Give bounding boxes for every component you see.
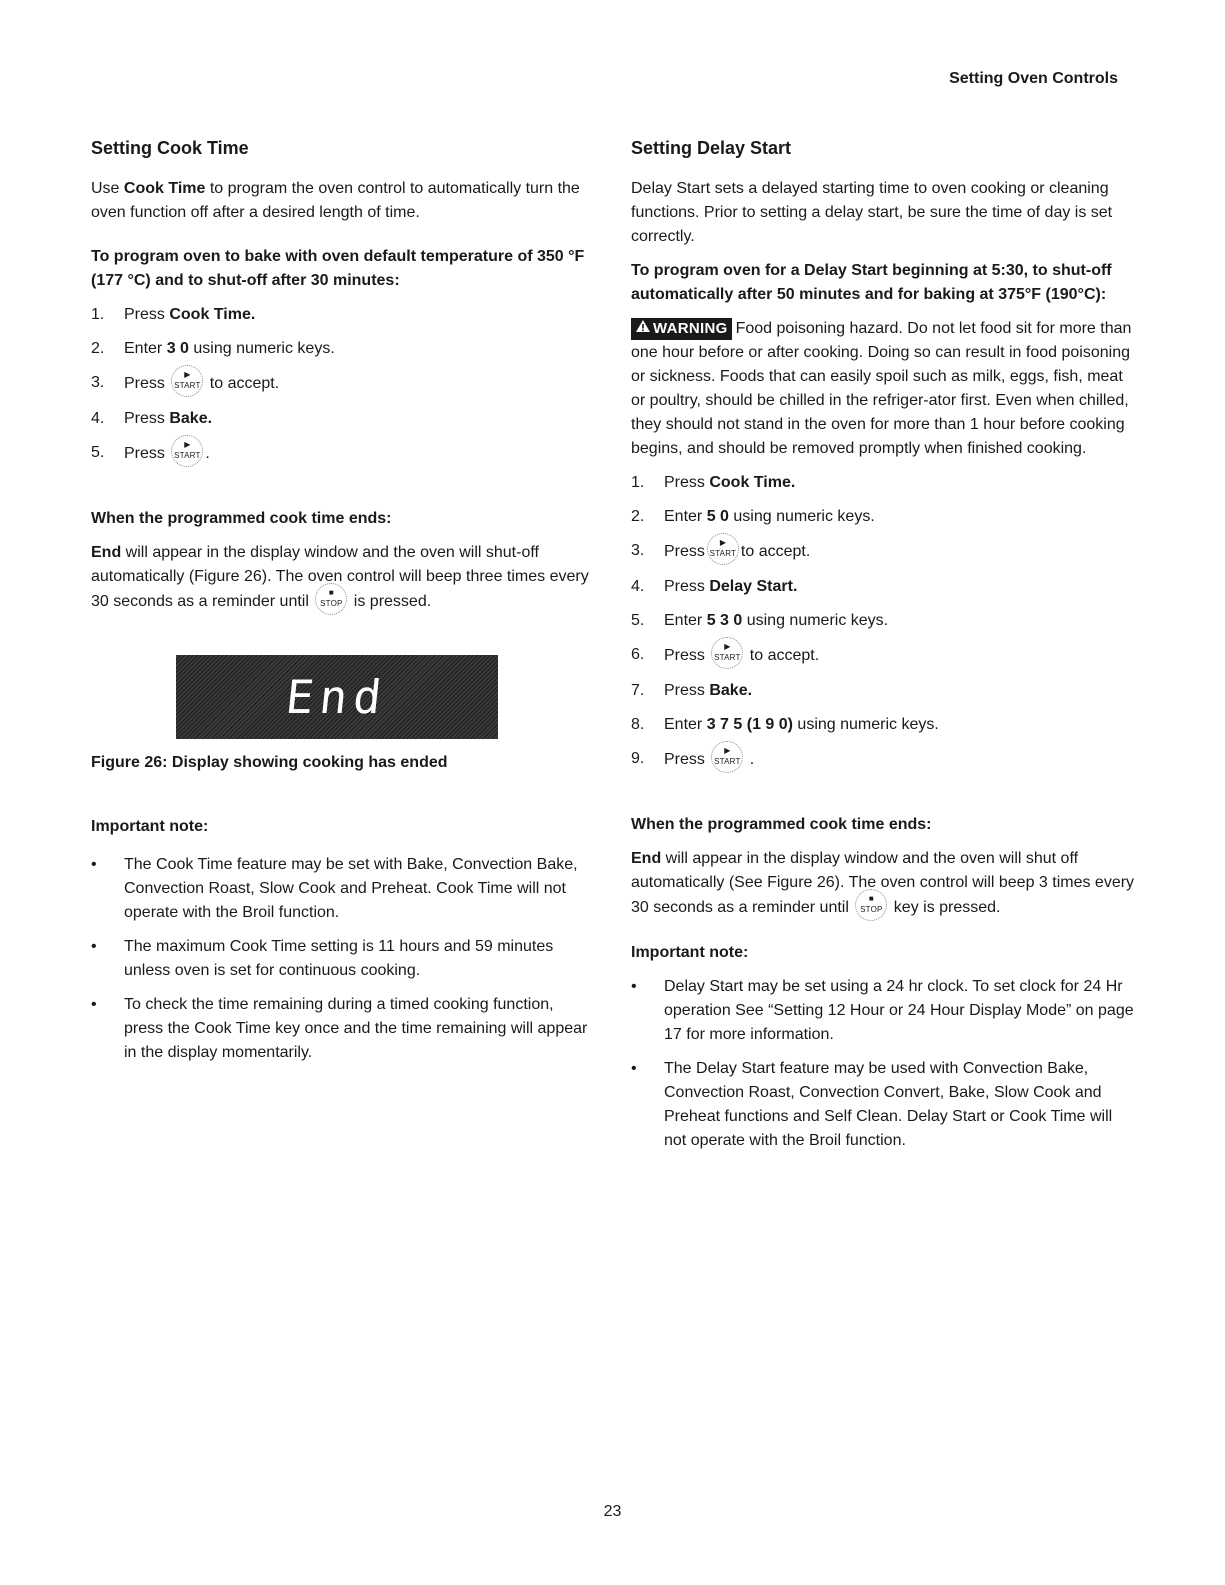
cook-time-steps: [91, 303, 591, 467]
delay-start-intro: Delay Start sets a delayed starting time to oven cooking or cleaning functions. Prior to setting a delay start, be sure the time of day is set correctly.: [631, 180, 1113, 245]
list-item: 1. Press Cook Time.: [91, 306, 256, 323]
cook-time-note-title: Important note:: [91, 818, 209, 835]
stop-button-icon: ■ STOP: [315, 583, 347, 615]
list-item: • To check the time remaining during a timed cooking function, press the Cook Time key once and the time remaining will appear in the display momentarily.: [91, 996, 588, 1061]
delay-start-heading: Setting Delay Start: [631, 138, 792, 158]
cook-time-intro: Use Cook Time to program the oven control to automatically turn the oven function off after a desired length of time.: [91, 180, 580, 221]
list-item: 3. Press ▶ START to accept.: [631, 539, 1136, 565]
display-readout: End: [283, 670, 391, 724]
list-item: 3. Press ▶ START to accept.: [91, 371, 591, 397]
page-number: 23: [603, 1503, 622, 1520]
cook-time-heading: Setting Cook Time: [91, 138, 249, 158]
left-column: [91, 138, 591, 1065]
delay-start-steps: [631, 471, 1136, 773]
delay-start-ends-title: When the programmed cook time ends:: [631, 816, 932, 833]
cook-time-ends-title: When the programmed cook time ends:: [91, 510, 392, 527]
cook-time-ends-text: End will appear in the display window and the oven will shut-off automatically (Figure 26). The oven control will beep three times every 30 seconds as a reminder until ■ STOP is pressed.: [91, 541, 591, 615]
start-button-icon: ▶ START: [171, 365, 203, 397]
list-item: • Delay Start may be set using a 24 hr clock. To set clock for 24 Hr operation See “Setting 12 Hour or 24 Hour Display Mode” on page 17 for more information.: [631, 978, 1134, 1043]
figure-caption: Figure 26: Display showing cooking has ended: [91, 754, 448, 771]
list-item: 1. Press Cook Time.: [631, 474, 796, 491]
list-item: 2. Enter 3 0 using numeric keys.: [91, 340, 335, 357]
delay-start-program-title: To program oven for a Delay Start beginning at 5:30, to shut-off automatically after 50 minutes and for baking at 375°F (190°C):: [631, 262, 1112, 303]
stop-button-icon: ■ STOP: [855, 889, 887, 921]
cook-time-notes: [91, 853, 591, 1065]
list-item: 2. Enter 5 0 using numeric keys.: [631, 508, 875, 525]
list-item: • The Cook Time feature may be set with Bake, Convection Bake, Convection Roast, Slow Cook and Preheat. Cook Time will not operate with the Broil function.: [91, 856, 578, 921]
list-item: 8. Enter 3 7 5 (1 9 0) using numeric keys.: [631, 716, 939, 733]
oven-display-figure: [176, 655, 498, 739]
list-item: • The maximum Cook Time setting is 11 hours and 59 minutes unless oven is set for continuous cooking.: [91, 938, 554, 979]
list-item: 5. Enter 5 3 0 using numeric keys.: [631, 612, 889, 629]
delay-start-ends-text: End will appear in the display window and the oven will shut off automatically (See Figure 26). The oven control will beep 3 times every 30 seconds as a reminder until ■ STOP key is pressed.: [631, 847, 1136, 921]
list-item: 7. Press Bake.: [631, 682, 753, 699]
list-item: 9. Press ▶ START .: [631, 747, 1136, 773]
list-item: • The Delay Start feature may be used with Convection Bake, Convection Roast, Convection Convert, Bake, Slow Cook and Preheat functions and Self Clean. Delay Start or Cook Time will not operate with the Broil function.: [631, 1060, 1113, 1149]
cook-time-program-title: To program oven to bake with oven default temperature of 350 °F (177 °C) and to shut-off after 30 minutes:: [91, 248, 585, 289]
list-item: 6. Press ▶ START to accept.: [631, 643, 1136, 669]
warning-badge: WARNING: [631, 318, 732, 340]
start-button-icon: ▶ START: [707, 533, 739, 565]
warning-block: WARNING Food poisoning hazard. Do not let food sit for more than one hour before or after cooking. Doing so can result in food poisoning or sickness. Foods that can easily spoil such as milk, eggs, fish, meat or poultry, should be chilled in the refriger-ator first. Even when chilled, they should not stand in the oven for more than 1 hour before cooking begins, and should be removed promptly when finished cooking.: [631, 320, 1132, 457]
list-item: 5. Press ▶ START .: [91, 441, 591, 467]
list-item: 4. Press Bake.: [91, 410, 213, 427]
start-button-icon: ▶ START: [711, 637, 743, 669]
delay-start-note-title: Important note:: [631, 944, 749, 961]
start-button-icon: ▶ START: [711, 741, 743, 773]
delay-start-notes: [631, 975, 1136, 1153]
start-button-icon: ▶ START: [171, 435, 203, 467]
warning-triangle-icon: [635, 319, 651, 333]
list-item: 4. Press Delay Start.: [631, 578, 798, 595]
right-column: [631, 138, 1136, 1153]
section-header: Setting Oven Controls: [949, 70, 1118, 87]
